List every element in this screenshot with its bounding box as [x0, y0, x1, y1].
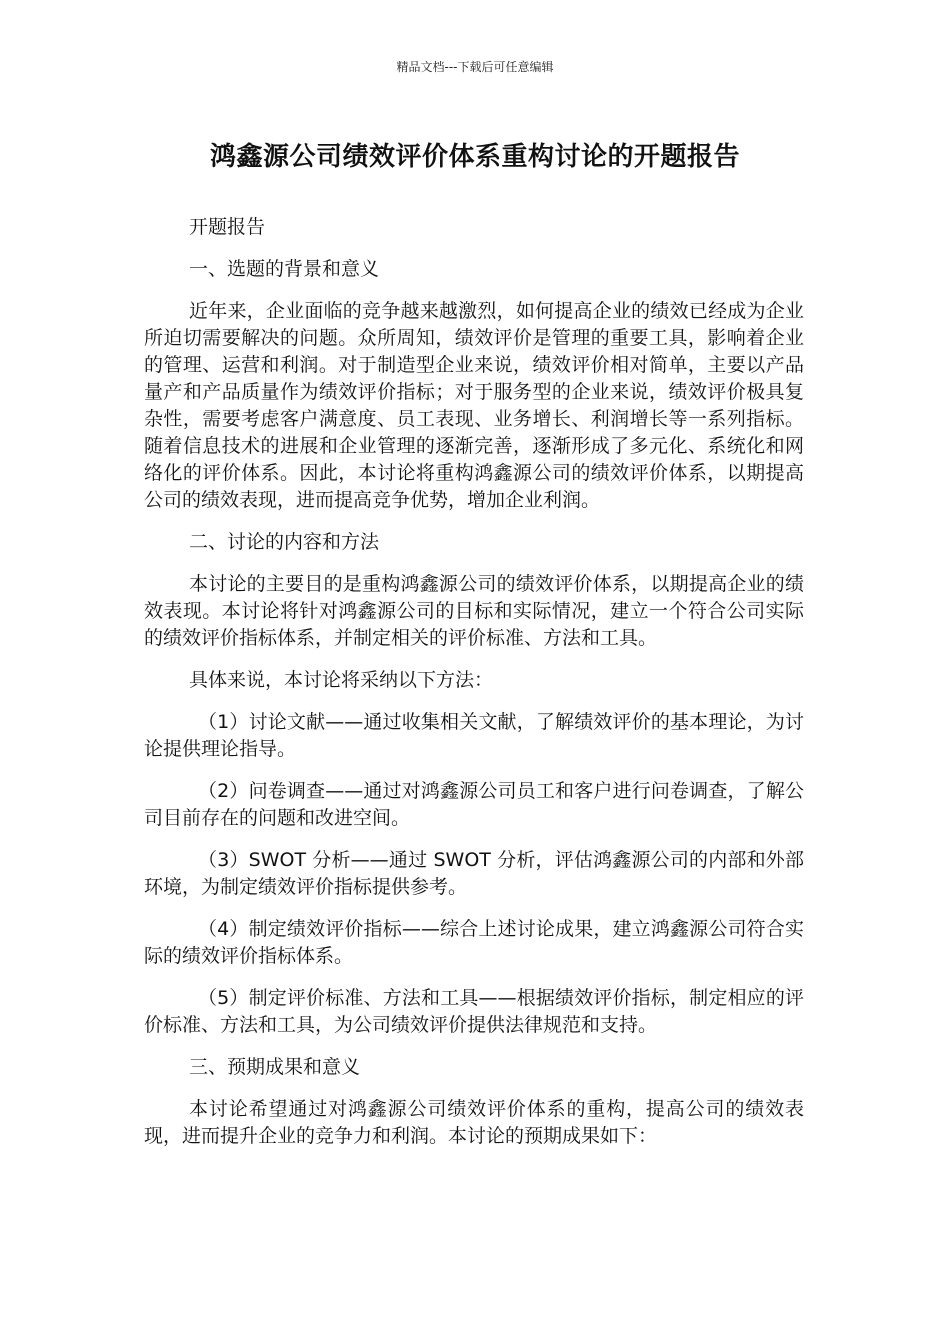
- section-1-paragraph: 近年来，企业面临的竞争越来越激烈，如何提高企业的绩效已经成为企业所迫切需要解决的问题。众所周知，绩效评价是管理的重要工具，影响着企业的管理、运营和利润。对于制造型企业来说，绩效评价相对简单，主要以产品量产和产品质量作为绩效评价指标；对于服务型的企业来说，绩效评价极具复杂性，需要考虑客户满意度、员工表现、业务增长、利润增长等一系列指标。随着信息技术的进展和企业管理的逐渐完善，逐渐形成了多元化、系统化和网络化的评价体系。因此，本讨论将重构鸿鑫源公司的绩效评价体系，以期提高公司的绩效表现，进而提高竞争优势，增加企业利润。: [144, 300, 804, 511]
- method-item-5: （5）制定评价标准、方法和工具——根据绩效评价指标，制定相应的评价标准、方法和工具，为公司绩效评价提供法律规范和支持。: [144, 987, 804, 1036]
- document-title: 鸿鑫源公司绩效评价体系重构讨论的开题报告: [209, 142, 740, 172]
- method-item-1: （1）讨论文献——通过收集相关文献，了解绩效评价的基本理论，为讨论提供理论指导。: [144, 711, 804, 760]
- method-item-4: （4）制定绩效评价指标——综合上述讨论成果，建立鸿鑫源公司符合实际的绩效评价指标体系。: [144, 918, 804, 967]
- section-3-paragraph: 本讨论希望通过对鸿鑫源公司绩效评价体系的重构，提高公司的绩效表现，进而提升企业的竞争力和利润。本讨论的预期成果如下：: [144, 1098, 804, 1147]
- report-label: 开题报告: [189, 216, 266, 238]
- section-2-paragraph-1: 本讨论的主要目的是重构鸿鑫源公司的绩效评价体系，以期提高企业的绩效表现。本讨论将针对鸿鑫源公司的目标和实际情况，建立一个符合公司实际的绩效评价指标体系，并制定相关的评价标准、方法和工具。: [144, 573, 804, 649]
- section-2-paragraph-2: 具体来说，本讨论将采纳以下方法：: [189, 669, 494, 691]
- method-item-2: （2）问卷调查——通过对鸿鑫源公司员工和客户进行问卷调查，了解公司目前存在的问题和改进空间。: [144, 780, 804, 829]
- section-2-heading: 二、讨论的内容和方法: [189, 531, 380, 553]
- header-note: 精品文档---下载后可任意编辑: [396, 60, 554, 74]
- method-item-3: （3）SWOT 分析——通过 SWOT 分析，评估鸿鑫源公司的内部和外部环境，为制定绩效评价指标提供参考。: [144, 849, 804, 898]
- section-1-heading: 一、选题的背景和意义: [189, 258, 380, 280]
- document-body: [144, 214, 804, 1165]
- section-3-heading: 三、预期成果和意义: [189, 1056, 361, 1078]
